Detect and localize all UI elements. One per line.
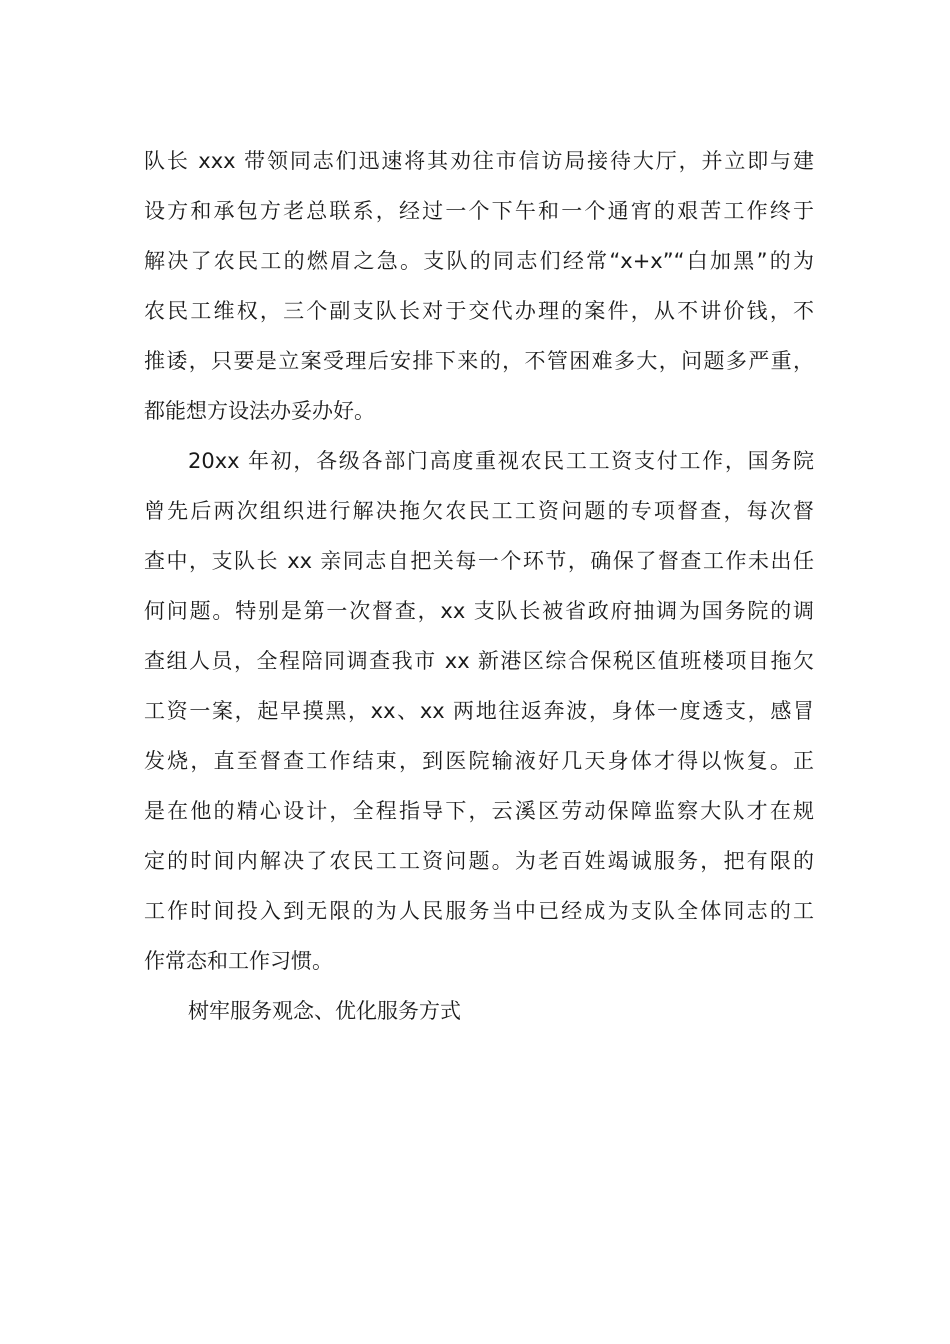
paragraph-2-line-1: 20xx 年初，各级各部门高度重视农民工工资支付工作，国务院 bbox=[188, 449, 814, 473]
paragraph-2-line-8: 是在他的精心设计，全程指导下，云溪区劳动保障监察大队才在规 bbox=[144, 799, 814, 823]
section-heading: 树牢服务观念、优化服务方式 bbox=[188, 999, 461, 1023]
paragraph-1-line-2: 设方和承包方老总联系，经过一个下午和一个通宵的艰苦工作终于 bbox=[144, 199, 814, 223]
paragraph-1-line-1: 队长 xxx 带领同志们迅速将其劝往市信访局接待大厅，并立即与建 bbox=[144, 149, 814, 173]
paragraph-2-line-3: 查中，支队长 xx 亲同志自把关每一个环节，确保了督查工作未出任 bbox=[144, 549, 814, 573]
paragraph-2-line-2: 曾先后两次组织进行解决拖欠农民工工资问题的专项督查，每次督 bbox=[144, 499, 814, 523]
paragraph-1-line-6: 都能想方设法办妥办好。 bbox=[144, 399, 375, 423]
paragraph-2-line-6: 工资一案，起早摸黑，xx、xx 两地往返奔波，身体一度透支，感冒 bbox=[144, 699, 814, 723]
paragraph-2-line-11: 作常态和工作习惯。 bbox=[144, 949, 333, 973]
paragraph-1-line-4: 农民工维权，三个副支队长对于交代办理的案件，从不讲价钱，不 bbox=[144, 299, 814, 323]
paragraph-2-line-10: 工作时间投入到无限的为人民服务当中已经成为支队全体同志的工 bbox=[144, 899, 814, 923]
paragraph-2-line-5: 查组人员，全程陪同调查我市 xx 新港区综合保税区值班楼项目拖欠 bbox=[144, 649, 814, 673]
paragraph-2-line-4: 何问题。特别是第一次督查，xx 支队长被省政府抽调为国务院的调 bbox=[144, 599, 814, 623]
paragraph-2-line-9: 定的时间内解决了农民工工资问题。为老百姓竭诚服务，把有限的 bbox=[144, 849, 814, 873]
paragraph-1-line-5: 推诿，只要是立案受理后安排下来的，不管困难多大，问题多严重， bbox=[144, 349, 814, 373]
paragraph-1-line-3: 解决了农民工的燃眉之急。支队的同志们经常“x+x”“白加黑”的为 bbox=[144, 249, 814, 273]
paragraph-2-line-7: 发烧，直至督查工作结束，到医院输液好几天身体才得以恢复。正 bbox=[144, 749, 814, 773]
